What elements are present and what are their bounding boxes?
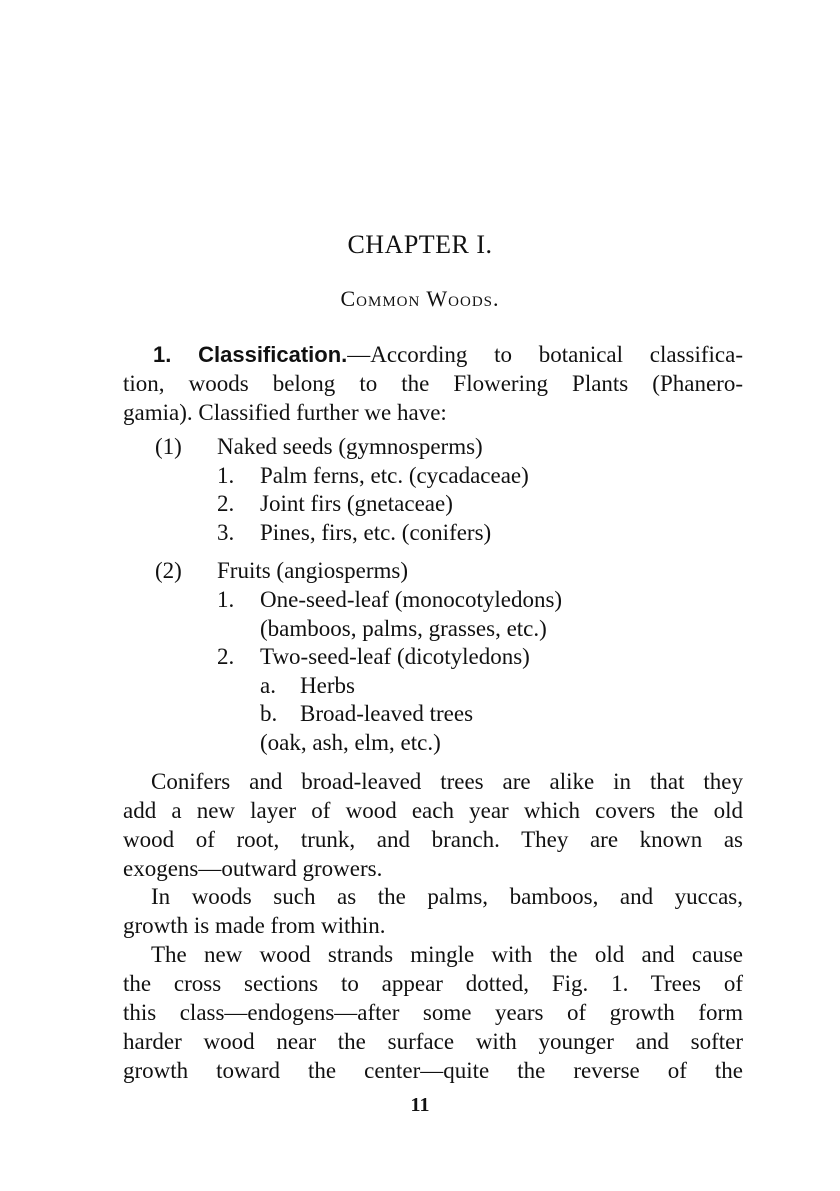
paragraph-line: The new wood strands mingle with the old and cause: [151, 942, 743, 967]
outline-text: (oak, ash, elm, etc.): [260, 729, 441, 755]
outline-text: Pines, firs, etc. (conifers): [260, 519, 492, 545]
exogens-paragraph: [123, 767, 743, 883]
outline-number: (1): [155, 434, 182, 459]
outline-letter: a.: [260, 672, 276, 698]
paragraph-line: wood of root, trunk, and branch. They are known as: [123, 827, 743, 852]
paragraph-line: this class—endogens—after some years of growth form: [123, 1000, 743, 1025]
outline-number: 3.: [217, 519, 235, 545]
paragraph-line: [123, 340, 743, 369]
section-title: Common Woods.: [340, 286, 500, 311]
outline-text: (bamboos, palms, grasses, etc.): [260, 615, 547, 641]
outline-text: Two-seed-leaf (dicotyledons): [260, 644, 530, 670]
classification-paragraph: [123, 340, 743, 427]
outline-text: Joint firs (gnetaceae): [260, 491, 453, 517]
palms-paragraph: [123, 882, 743, 940]
paragraph-line: harder wood near the surface with younger and softer: [123, 1029, 743, 1054]
paragraph-line: gamia). Classified further we have:: [123, 400, 447, 425]
paragraph-line: tion, woods belong to the Flowering Plants (Phanero-: [123, 371, 743, 396]
paragraph-line: In woods such as the palms, bamboos, and yuccas,: [151, 884, 743, 909]
outline-text: Naked seeds (gymnosperms): [217, 434, 483, 459]
outline-text: One-seed-leaf (monocotyledons): [260, 586, 563, 612]
chapter-title: CHAPTER I.: [347, 230, 493, 259]
outline-text: Herbs: [300, 672, 355, 698]
outline-text: Fruits (angiosperms): [217, 558, 409, 584]
paragraph-line: growth toward the center—quite the reverse of the: [123, 1058, 743, 1083]
outline-text: Palm ferns, etc. (cycadaceae): [260, 462, 529, 488]
outline-number: 2.: [217, 491, 235, 517]
paragraph-line-text: —According to botanical classifica-: [347, 342, 743, 367]
outline-number: 1.: [217, 586, 235, 612]
paragraph-line: exogens—outward growers.: [123, 856, 383, 881]
outline-number: (2): [155, 558, 182, 584]
outline-number: 2.: [217, 644, 235, 670]
paragraph-line: growth is made from within.: [123, 913, 386, 938]
paragraph-line: Conifers and broad-leaved trees are alike in that they: [151, 769, 743, 794]
paragraph-line: add a new layer of wood each year which covers the old: [123, 798, 743, 823]
outline-letter: b.: [260, 701, 278, 727]
endogens-paragraph: [123, 940, 743, 1085]
page-number: 11: [410, 1094, 430, 1116]
outline-text: Broad-leaved trees: [300, 701, 474, 727]
paragraph-line: the cross sections to appear dotted, Fig. 1. Trees of: [123, 971, 743, 996]
classification-heading: Classification.: [198, 342, 348, 367]
heading-number: 1.: [153, 342, 172, 367]
outline-number: 1.: [217, 462, 235, 488]
